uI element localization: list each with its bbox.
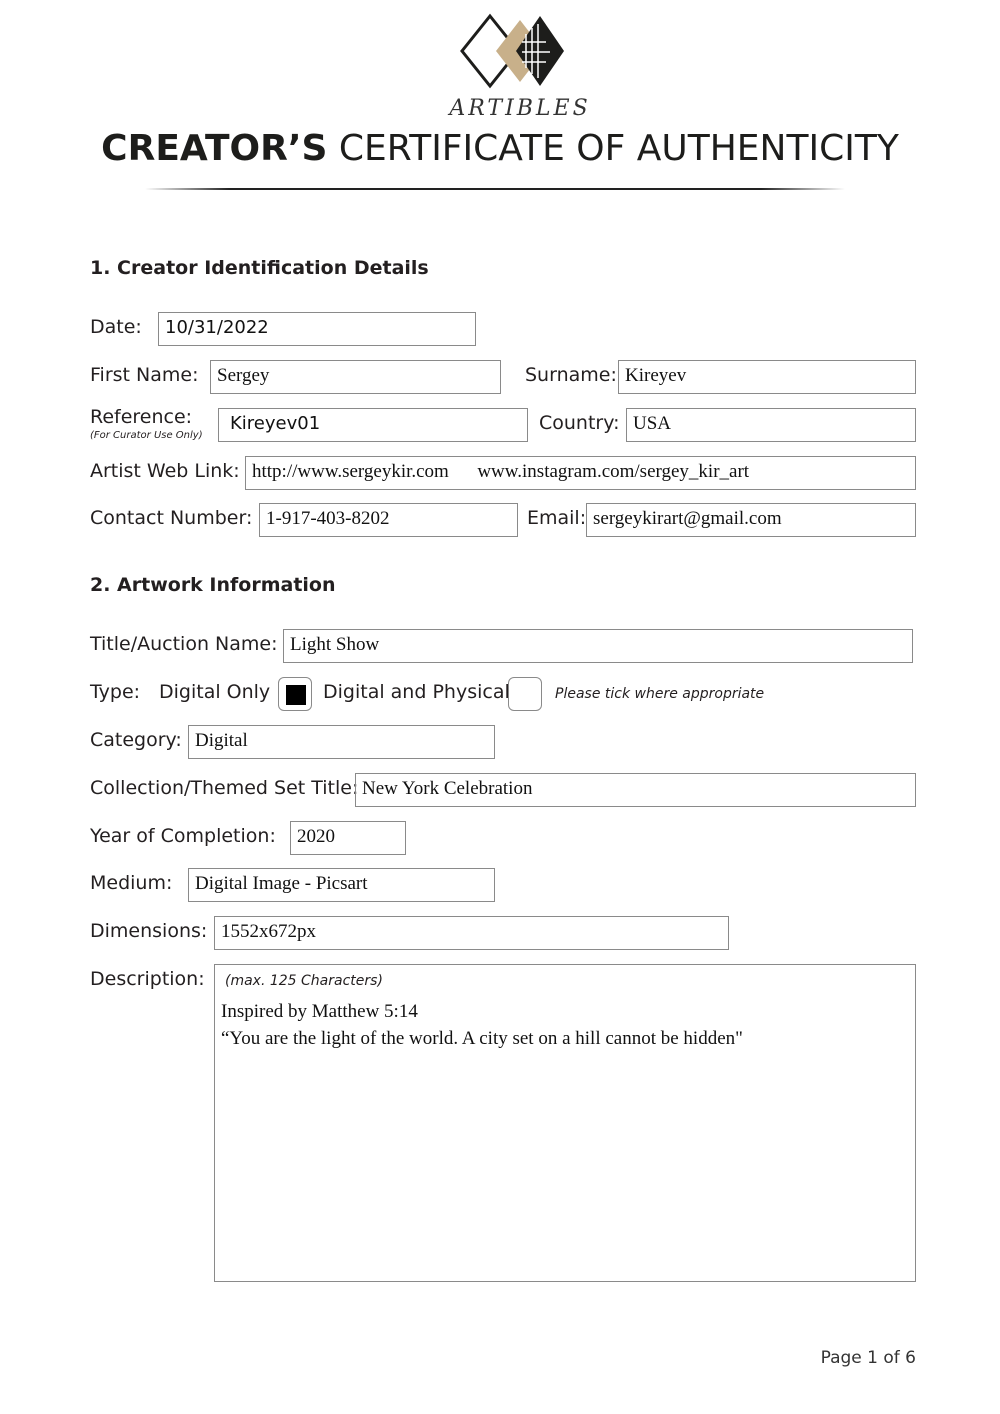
- collection-label: Collection/Themed Set Title:: [90, 777, 359, 799]
- date-field[interactable]: 10/31/2022: [158, 312, 476, 346]
- type-digital-physical-label: Digital and Physical: [323, 681, 510, 703]
- email-field[interactable]: sergeykirart@gmail.com: [586, 503, 916, 537]
- title-label: Title/Auction Name:: [90, 633, 278, 655]
- first-name-field[interactable]: Sergey: [210, 360, 501, 394]
- year-label: Year of Completion:: [90, 825, 276, 847]
- reference-label: Reference:: [90, 406, 193, 428]
- surname-field[interactable]: Kireyev: [618, 360, 916, 394]
- page-title-bold: CREATOR’S: [101, 128, 328, 169]
- page-title: [0, 128, 1000, 169]
- category-field[interactable]: Digital: [188, 725, 495, 759]
- section-2-heading: 2. Artwork Information: [90, 574, 336, 596]
- contact-number-label: Contact Number:: [90, 507, 253, 529]
- year-field[interactable]: 2020: [290, 821, 406, 855]
- reference-field[interactable]: Kireyev01: [218, 408, 528, 442]
- digital-only-checkbox[interactable]: [278, 677, 312, 711]
- country-label: Country:: [539, 412, 620, 434]
- brand-wordmark: ARTIBLES: [449, 96, 591, 121]
- email-label: Email:: [527, 507, 587, 529]
- title-field[interactable]: Light Show: [283, 629, 913, 663]
- page-title-rest: CERTIFICATE OF AUTHENTICITY: [338, 128, 899, 169]
- contact-number-field[interactable]: 1-917-403-8202: [259, 503, 518, 537]
- description-textarea[interactable]: [214, 964, 916, 1282]
- medium-field[interactable]: Digital Image - Picsart: [188, 868, 495, 902]
- description-line-1: Inspired by Matthew 5:14: [221, 1001, 418, 1022]
- description-line-2: “You are the light of the world. A city set on a hill cannot be hidden": [221, 1028, 743, 1049]
- page-indicator: Page 1 of 6: [820, 1348, 916, 1368]
- type-label: Type:: [90, 681, 141, 703]
- dimensions-field[interactable]: 1552x672px: [214, 916, 729, 950]
- type-digital-only-label: Digital Only: [159, 681, 271, 703]
- category-label: Category:: [90, 729, 182, 751]
- reference-note: (For Curator Use Only): [90, 430, 203, 441]
- collection-field[interactable]: New York Celebration: [355, 773, 916, 807]
- first-name-label: First Name:: [90, 364, 199, 386]
- date-label: Date:: [90, 316, 142, 338]
- country-field[interactable]: USA: [626, 408, 916, 442]
- description-label: Description:: [90, 968, 205, 990]
- type-hint: Please tick where appropriate: [555, 686, 765, 702]
- title-divider: [145, 188, 845, 190]
- description-hint: (max. 125 Characters): [225, 973, 383, 989]
- dimensions-label: Dimensions:: [90, 920, 208, 942]
- web-link-field[interactable]: http://www.sergeykir.com www.instagram.com/sergey_kir_art: [245, 456, 916, 490]
- digital-physical-checkbox[interactable]: [508, 677, 542, 711]
- surname-label: Surname:: [525, 364, 617, 386]
- checkbox-checked-mark: [286, 685, 306, 705]
- web-link-label: Artist Web Link:: [90, 460, 240, 482]
- section-1-heading: 1. Creator Identification Details: [90, 257, 429, 279]
- medium-label: Medium:: [90, 872, 173, 894]
